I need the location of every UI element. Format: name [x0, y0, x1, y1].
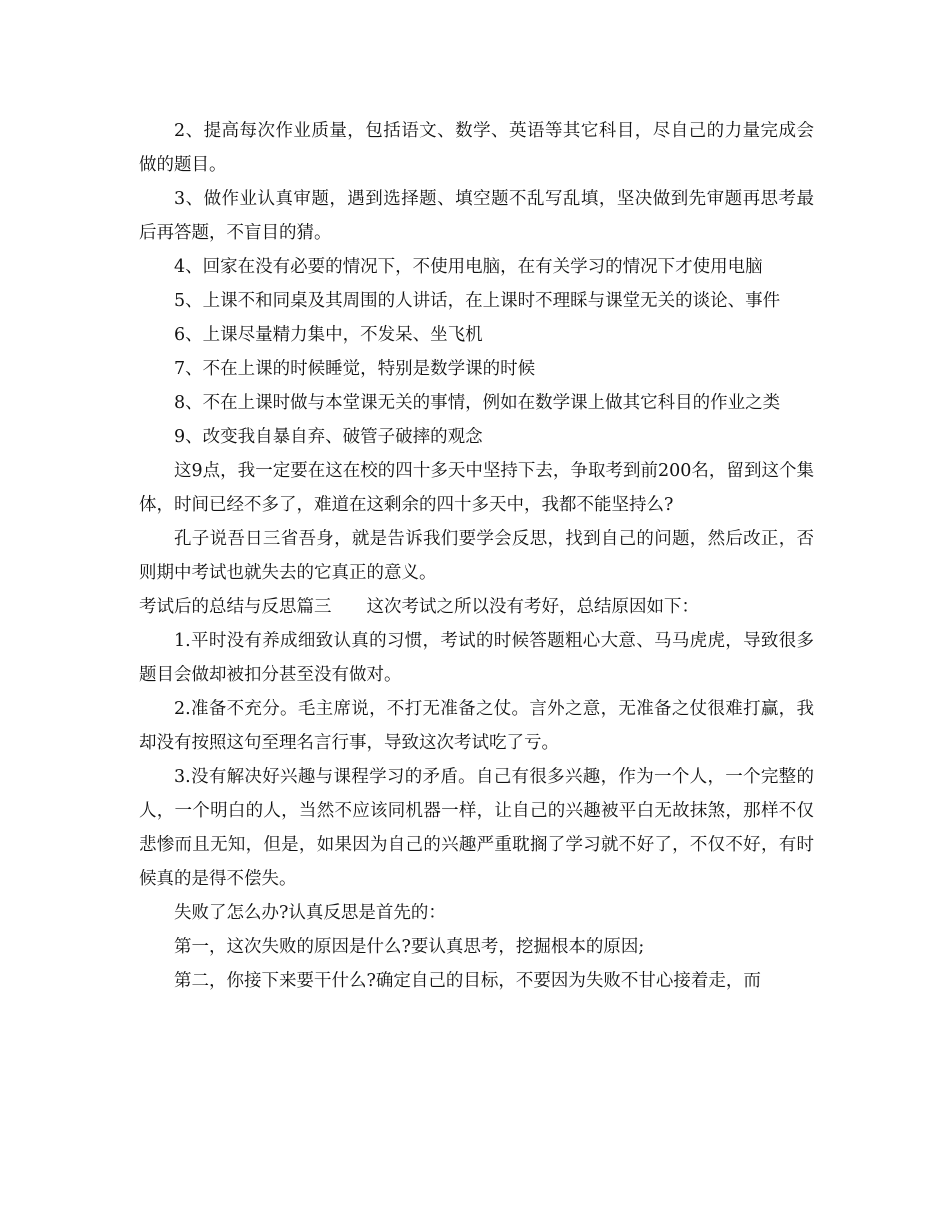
paragraph-item-5: 5、上课不和同桌及其周围的人讲话，在上课时不理睬与课堂无关的谈论、事件	[174, 291, 781, 311]
reflection-second: 第二，你接下来要干什么?确定自己的目标，不要因为失败不甘心接着走，而	[174, 971, 761, 991]
paragraph-item-8: 8、不在上课时做与本堂课无关的事情，例如在数学课上做其它科目的作业之类	[174, 393, 781, 413]
section-title: 考试后的总结与反思篇三	[139, 597, 332, 617]
reason-item-1: 1.平时没有养成细致认真的习惯，考试的时候答题粗心大意、马马虎虎，导致很多题目会做却被扣分甚至没有做对。	[139, 631, 814, 685]
reflection-intro: 失败了怎么办?认真反思是首先的：	[174, 903, 446, 923]
paragraph-item-4: 4、回家在没有必要的情况下，不使用电脑，在有关学习的情况下才使用电脑	[174, 257, 763, 277]
paragraph-confucius: 孔子说吾日三省吾身，就是告诉我们要学会反思，找到自己的问题，然后改正，否则期中考试也就失去的它真正的意义。	[139, 529, 814, 583]
reason-item-3: 3.没有解决好兴趣与课程学习的矛盾。自己有很多兴趣，作为一个人，一个完整的人，一个明白的人，当然不应该同机器一样，让自己的兴趣被平白无故抹煞，那样不仅悲惨而且无知，但是，如果因为自己的兴趣严重耽搁了学习就不好了，不仅不好，有时候真的是得不偿失。	[139, 767, 814, 889]
section-lead: 这次考试之所以没有考好，总结原因如下：	[366, 597, 699, 617]
paragraph-item-9: 9、改变我自暴自弃、破管子破摔的观念	[174, 427, 483, 447]
paragraph-item-6: 6、上课尽量精力集中，不发呆、坐飞机	[174, 325, 483, 345]
reflection-first: 第一，这次失败的原因是什么?要认真思考，挖掘根本的原因;	[174, 937, 645, 957]
paragraph-summary: 这9点，我一定要在这在校的四十多天中坚持下去，争取考到前200名，留到这个集体，时间已经不多了，难道在这剩余的四十多天中，我都不能坚持么?	[139, 461, 814, 515]
section-heading-line	[139, 590, 814, 624]
document-body	[139, 114, 814, 998]
paragraph-item-2: 2、提高每次作业质量，包括语文、数学、英语等其它科目，尽自己的力量完成会做的题目。	[139, 121, 814, 175]
reason-item-2: 2.准备不充分。毛主席说，不打无准备之仗。言外之意，无准备之仗很难打赢，我却没有按照这句至理名言行事，导致这次考试吃了亏。	[139, 699, 814, 753]
paragraph-item-3: 3、做作业认真审题，遇到选择题、填空题不乱写乱填，坚决做到先审题再思考最后再答题，不盲目的猜。	[139, 189, 814, 243]
paragraph-item-7: 7、不在上课的时候睡觉，特别是数学课的时候	[174, 359, 536, 379]
